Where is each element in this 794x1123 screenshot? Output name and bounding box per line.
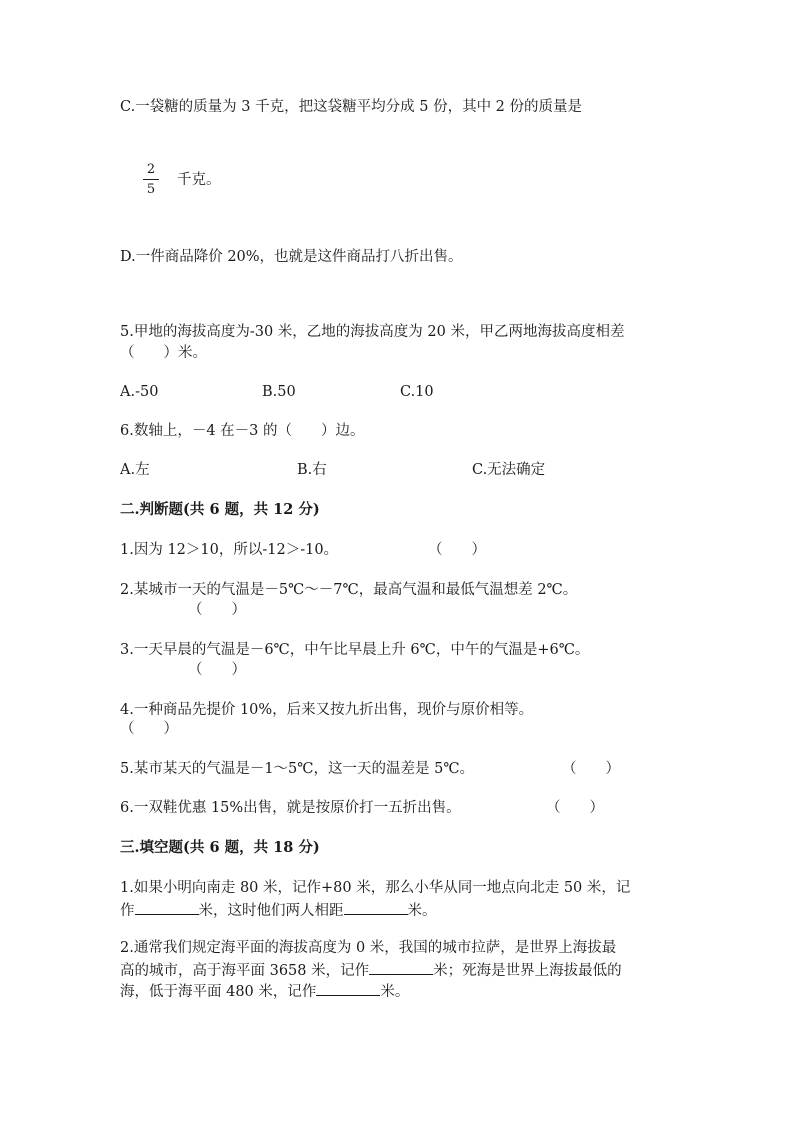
fill-q2-text-b: 米；死海是世界上海拔最低的	[433, 963, 622, 979]
q5-line1: 5.甲地的海拔高度为-30 米，乙地的海拔高度为 20 米，甲乙两地海拔高度相差	[120, 324, 625, 340]
judge-item-6-text: 6.一双鞋优惠 15%出售，就是按原价打一五折出售。	[120, 800, 461, 816]
fill-q1-blank-2[interactable]	[344, 899, 408, 915]
judge-item-2-answer[interactable]: （ ）	[188, 602, 246, 618]
section3-heading: 三.填空题(共 6 题，共 18 分)	[120, 839, 320, 856]
fill-q2-text-d: 米。	[380, 984, 410, 1000]
judge-item-3-answer[interactable]: （ ）	[188, 662, 246, 678]
fill-q1-line2	[120, 899, 437, 921]
judge-item-3-text: 3.一天早晨的气温是－6℃，中午比早晨上升 6℃，中午的气温是+6℃。	[120, 642, 590, 658]
fill-q2-line2	[120, 959, 622, 981]
item-c-text: C.一袋糖的质量为 3 千克，把这袋糖平均分成 5 份，其中 2 份的质量是	[120, 99, 583, 115]
q5-line2: （ ）米。	[120, 345, 207, 361]
q6-option-c[interactable]: C.无法确定	[472, 462, 546, 478]
q6-text: 6.数轴上，－4 在－3 的（ ）边。	[120, 423, 365, 439]
fill-q2-line3	[120, 980, 409, 1002]
fill-q2-line1: 2.通常我们规定海平面的海拔高度为 0 米，我国的城市拉萨，是世界上海拔最	[120, 940, 617, 956]
fraction-bar	[143, 179, 159, 180]
fraction-denominator: 5	[146, 182, 156, 197]
fill-q1-blank-1[interactable]	[135, 899, 199, 915]
item-c-unit: 千克。	[177, 172, 221, 188]
judge-item-1-answer[interactable]: （ ）	[428, 542, 486, 558]
fill-q2-text-a: 高的城市，高于海平面 3658 米，记作	[120, 963, 370, 979]
judge-item-5-text: 5.某市某天的气温是－1～5℃，这一天的温差是 5℃。	[120, 761, 475, 777]
fill-q1-text-a: 作	[120, 903, 135, 919]
judge-item-6-answer[interactable]: （ ）	[546, 800, 604, 816]
q6-option-b[interactable]: B.右	[297, 462, 327, 478]
q5-option-b[interactable]: B.50	[262, 384, 296, 400]
q6-option-a[interactable]: A.左	[120, 462, 150, 478]
q5-option-a[interactable]: A.-50	[120, 384, 159, 400]
judge-item-5-answer[interactable]: （ ）	[562, 761, 620, 777]
item-d-text: D.一件商品降价 20%，也就是这件商品打八折出售。	[120, 249, 463, 265]
fill-q2-blank-2[interactable]	[316, 980, 380, 996]
fraction-two-fifths	[140, 162, 162, 197]
fill-q2-blank-1[interactable]	[369, 959, 433, 975]
judge-item-1-text: 1.因为 12＞10，所以-12＞-10。	[120, 542, 339, 558]
judge-item-4-answer[interactable]: （ ）	[120, 721, 178, 737]
fill-q1-text-c: 米。	[407, 903, 437, 919]
judge-item-4-text: 4.一种商品先提价 10%，后来又按九折出售，现价与原价相等。	[120, 702, 534, 718]
judge-item-2-text: 2.某城市一天的气温是－5℃～－7℃，最高气温和最低气温想差 2℃。	[120, 582, 578, 598]
fill-q1-text-b: 米，这时他们两人相距	[198, 903, 344, 919]
section2-heading: 二.判断题(共 6 题，共 12 分)	[120, 501, 320, 518]
q5-option-c[interactable]: C.10	[400, 384, 434, 400]
fill-q1-line1: 1.如果小明向南走 80 米，记作+80 米，那么小华从同一地点向北走 50 米，记	[120, 880, 631, 896]
fill-q2-text-c: 海，低于海平面 480 米，记作	[120, 984, 317, 1000]
fraction-numerator: 2	[146, 162, 156, 177]
